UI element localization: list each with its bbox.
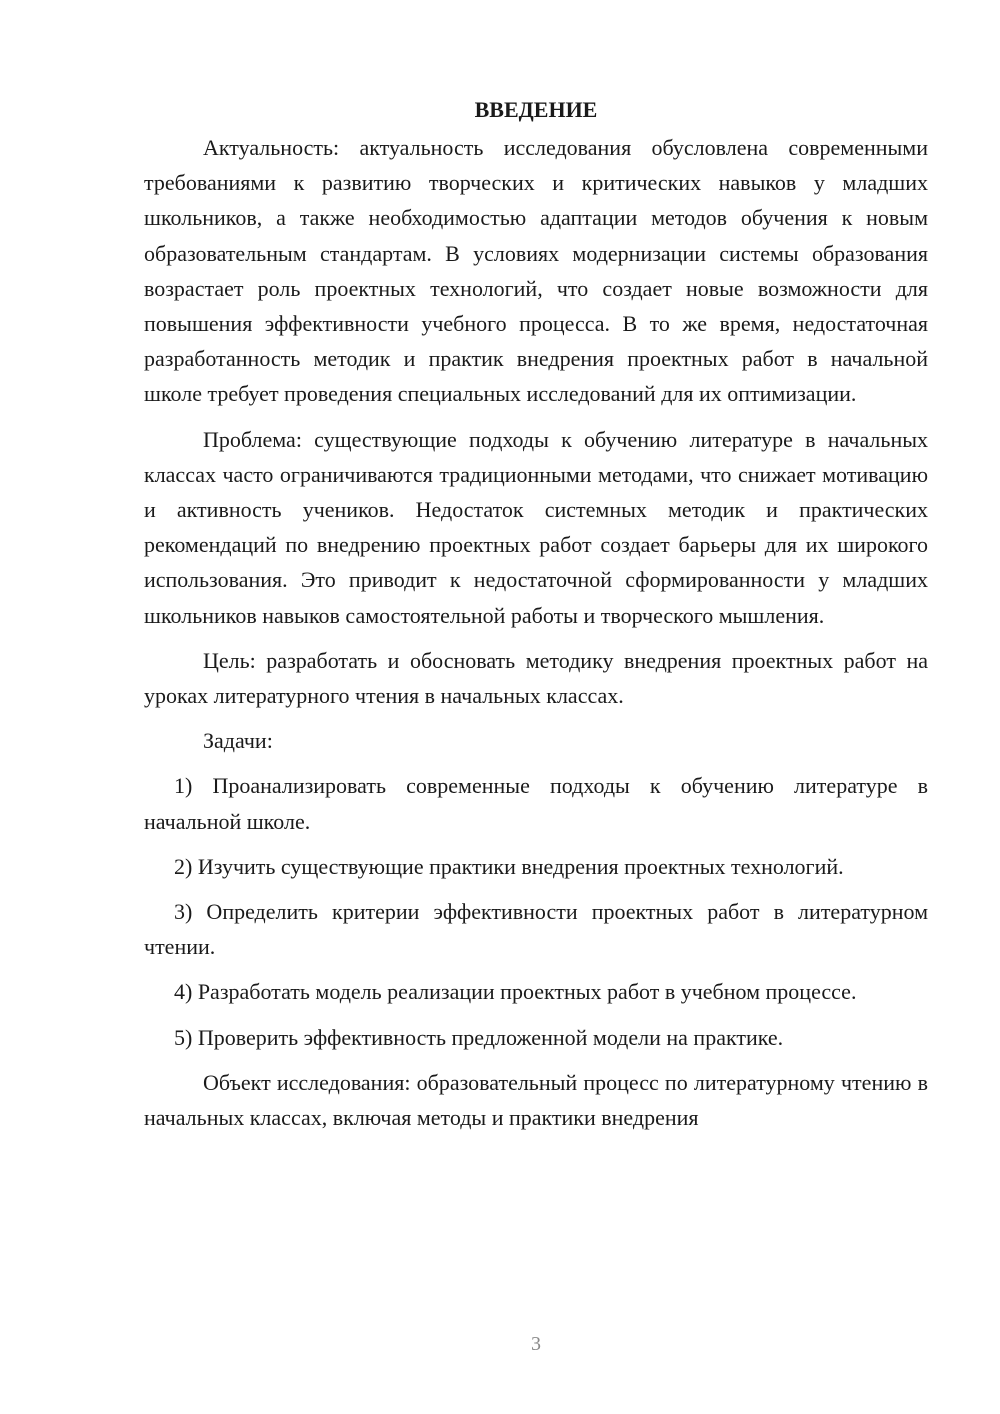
- task-item: 4) Разработать модель реализации проектных работ в учебном процессе.: [174, 979, 857, 1005]
- paragraph-problem: Проблема: существующие подходы к обучению литературе в начальных классах часто ограничиваются традиционными методами, что снижает мотивацию и активность учеников. Недостаток системных методик и практических рекомендаций по внедрению проектных работ создает барьеры для их широкого использования. Это приводит к недостаточной сформированности у младших школьников навыков самостоятельной работы и творческого мышления.: [144, 426, 928, 628]
- task-item: 2) Изучить существующие практики внедрения проектных технологий.: [174, 853, 844, 879]
- page-number: 3: [531, 1333, 541, 1355]
- document-title: ВВЕДЕНИЕ: [474, 97, 598, 122]
- tasks-heading: Задачи:: [203, 728, 273, 754]
- paragraph-object: Объект исследования: образовательный процесс по литературному чтению в начальных классах, включая методы и практики внедрения: [144, 1069, 928, 1131]
- task-item: 3) Определить критерии эффективности проектных работ в литературном чтении.: [144, 899, 928, 960]
- paragraph-relevance: Актуальность: актуальность исследования обусловлена современными требованиями к развитию творческих и критических навыков у младших школьников, а также необходимостью адаптации методов обучения к новым образовательным стандартам. В условиях модернизации системы образования возрастает роль проектных технологий, что создает новые возможности для повышения эффективности учебного процесса. В то же время, недостаточная разработанность методик и практик внедрения проектных работ в начальной школе требует проведения специальных исследований для их оптимизации.: [144, 135, 928, 407]
- tasks-list: [144, 768, 928, 1054]
- paragraph-goal: Цель: разработать и обосновать методику внедрения проектных работ на уроках литературного чтения в начальных классах.: [144, 647, 928, 709]
- document-page: [144, 92, 928, 1145]
- task-item: 1) Проанализировать современные подходы к обучению литературе в начальной школе.: [144, 773, 928, 834]
- task-item: 5) Проверить эффективность предложенной модели на практике.: [174, 1024, 784, 1050]
